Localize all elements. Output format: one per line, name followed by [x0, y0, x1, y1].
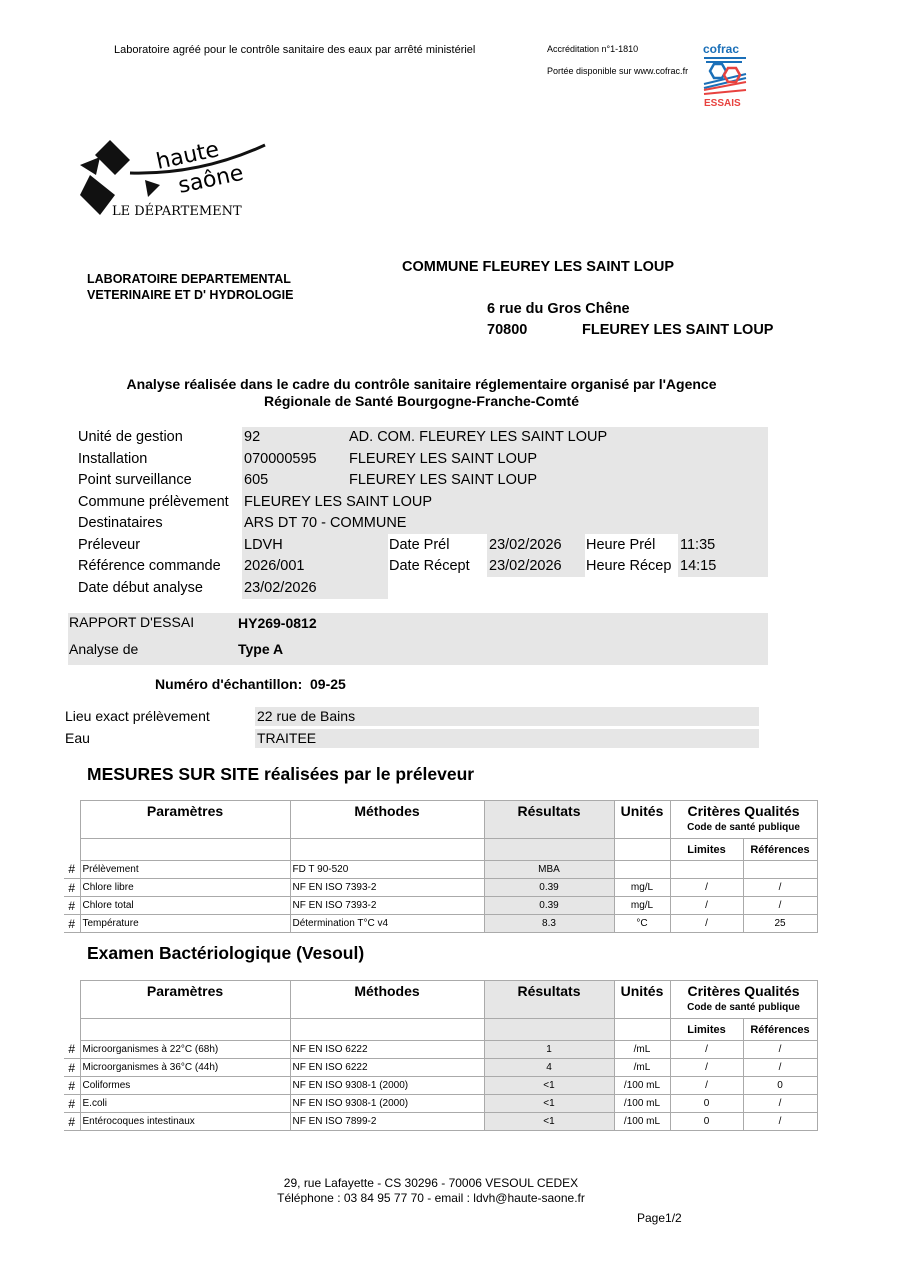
table-row: [64, 861, 817, 879]
reference: /: [743, 1041, 817, 1059]
reference: 25: [743, 915, 817, 933]
cofrac-scope-link: Portée disponible sur www.cofrac.fr: [547, 66, 689, 76]
limit: [670, 861, 743, 879]
analysis-type: Type A: [238, 641, 284, 657]
param: E.coli: [80, 1095, 290, 1113]
value: 14:15: [680, 558, 717, 574]
value: 23/02/2026: [489, 537, 562, 553]
param: Prélèvement: [80, 861, 290, 879]
result: 4: [484, 1059, 614, 1077]
lab-name: [87, 271, 293, 303]
value: FLEUREY LES SAINT LOUP: [349, 472, 538, 488]
footer-contact: Téléphone : 03 84 95 77 70 - email : ldvh@haute-saone.fr: [277, 1191, 585, 1205]
site-section-title: MESURES SUR SITE réalisées par le préleveur: [87, 764, 475, 784]
method: NF EN ISO 6222: [290, 1059, 484, 1077]
recipient-city: FLEUREY LES SAINT LOUP: [582, 322, 774, 338]
recipient-name: COMMUNE FLEUREY LES SAINT LOUP: [402, 259, 675, 275]
value: 23/02/2026: [489, 558, 562, 574]
value: 2026/001: [244, 558, 305, 574]
reference: /: [743, 1095, 817, 1113]
context-line2: Régionale de Santé Bourgogne-Franche-Comté: [263, 393, 580, 409]
unit: mg/L: [614, 879, 670, 897]
reference: /: [743, 1059, 817, 1077]
bact-section-title: Examen Bactériologique (Vesoul): [87, 943, 365, 963]
result: <1: [484, 1077, 614, 1095]
limit: /: [670, 1077, 743, 1095]
unit: /100 mL: [614, 1113, 670, 1131]
col-param: Paramètres: [80, 801, 290, 839]
row-marker: #: [64, 861, 80, 879]
method: NF EN ISO 9308-1 (2000): [290, 1095, 484, 1113]
analysis-type-label: Analyse de: [69, 641, 139, 657]
param: Température: [80, 915, 290, 933]
footer-address: 29, rue Lafayette - CS 30296 - 70006 VESOUL CEDEX: [283, 1176, 579, 1190]
context-line1: Analyse réalisée dans le cadre du contrôle sanitaire réglementaire organisé par l'Agence: [126, 376, 717, 392]
unit: /mL: [614, 1041, 670, 1059]
bacteriology-table: [64, 980, 818, 1131]
svg-text:haute: haute: [154, 137, 222, 175]
report-number: HY269-0812: [238, 615, 317, 631]
row-marker: #: [64, 915, 80, 933]
value: FLEUREY LES SAINT LOUP: [349, 451, 538, 467]
limit: 0: [670, 1113, 743, 1131]
value: 23/02/2026: [244, 580, 317, 596]
row-marker: #: [64, 1077, 80, 1095]
value: 605: [244, 472, 269, 488]
method: Détermination T°C v4: [290, 915, 484, 933]
result: 1: [484, 1041, 614, 1059]
col-references: Références: [743, 839, 817, 861]
row-marker: #: [64, 1059, 80, 1077]
label: Heure Prél: [586, 537, 656, 553]
location-value: 22 rue de Bains: [257, 708, 356, 724]
water-label: Eau: [65, 730, 90, 746]
row-marker: #: [64, 1095, 80, 1113]
col-limits: Limites: [670, 839, 743, 861]
haute-saone-logo: [70, 135, 270, 225]
table-row: [64, 1095, 817, 1113]
reference: 0: [743, 1077, 817, 1095]
svg-text:saône: saône: [176, 160, 246, 199]
location-label: Lieu exact prélèvement: [65, 708, 210, 724]
result: 8.3: [484, 915, 614, 933]
row-marker: #: [64, 879, 80, 897]
reference: [743, 861, 817, 879]
col-limits: Limites: [670, 1019, 743, 1041]
method: NF EN ISO 6222: [290, 1041, 484, 1059]
result: 0.39: [484, 897, 614, 915]
limit: /: [670, 1041, 743, 1059]
unit: /mL: [614, 1059, 670, 1077]
value: ARS DT 70 - COMMUNE: [244, 515, 407, 531]
result: <1: [484, 1113, 614, 1131]
report-label: RAPPORT D'ESSAI: [69, 614, 195, 630]
col-unit: Unités: [614, 801, 670, 839]
value: AD. COM. FLEUREY LES SAINT LOUP: [349, 429, 608, 445]
table-row: [64, 915, 817, 933]
param: Chlore total: [80, 897, 290, 915]
col-param: Paramètres: [80, 981, 290, 1019]
sample-number: Numéro d'échantillon: 09-25: [155, 676, 346, 692]
label: Préleveur: [78, 537, 141, 553]
svg-text:cofrac: cofrac: [703, 42, 740, 56]
label: Heure Récep: [586, 558, 672, 574]
analysis-context: [0, 376, 843, 410]
page-number: Page1/2: [637, 1211, 682, 1225]
label: Référence commande: [78, 558, 221, 574]
recipient-street: 6 rue du Gros Chêne: [487, 301, 630, 317]
row-marker: #: [64, 1041, 80, 1059]
label: Point surveillance: [78, 472, 192, 488]
site-measurements-table: [64, 800, 818, 933]
unit: mg/L: [614, 897, 670, 915]
table-row: [64, 1041, 817, 1059]
method: NF EN ISO 9308-1 (2000): [290, 1077, 484, 1095]
recipient-postcode: 70800: [487, 322, 528, 338]
unit: /100 mL: [614, 1077, 670, 1095]
param: Chlore libre: [80, 879, 290, 897]
param: Microorganismes à 36°C (44h): [80, 1059, 290, 1077]
col-result: Résultats: [484, 801, 614, 839]
col-references: Références: [743, 1019, 817, 1041]
accreditation-number: Accréditation n°1-1810: [547, 44, 639, 54]
label: Commune prélèvement: [78, 494, 229, 510]
row-marker: #: [64, 897, 80, 915]
table-row: [64, 1113, 817, 1131]
method: NF EN ISO 7393-2: [290, 879, 484, 897]
reference: /: [743, 879, 817, 897]
cofrac-essais: ESSAIS: [704, 98, 741, 108]
row-marker: #: [64, 1113, 80, 1131]
result: <1: [484, 1095, 614, 1113]
value: LDVH: [244, 537, 283, 553]
col-method: Méthodes: [290, 801, 484, 839]
reference: /: [743, 1113, 817, 1131]
col-code: Code de santé publique: [687, 1002, 800, 1013]
limit: /: [670, 915, 743, 933]
table-row: [64, 1059, 817, 1077]
lab-approval-text: Laboratoire agréé pour le contrôle sanitaire des eaux par arrêté ministériel: [114, 44, 476, 56]
label: Date Prél: [389, 537, 450, 553]
label: Installation: [78, 451, 148, 467]
label: Unité de gestion: [78, 429, 183, 445]
unit: /100 mL: [614, 1095, 670, 1113]
lab-name-line2: VETERINAIRE ET D' HYDROLOGIE: [87, 288, 294, 302]
method: NF EN ISO 7899-2: [290, 1113, 484, 1131]
limit: /: [670, 897, 743, 915]
limit: 0: [670, 1095, 743, 1113]
result: 0.39: [484, 879, 614, 897]
water-value: TRAITEE: [257, 730, 317, 746]
label: Destinataires: [78, 515, 163, 531]
col-result: Résultats: [484, 981, 614, 1019]
col-criteria: Critères Qualités: [687, 983, 800, 999]
unit: [614, 861, 670, 879]
limit: /: [670, 1059, 743, 1077]
param: Microorganismes à 22°C (68h): [80, 1041, 290, 1059]
limit: /: [670, 879, 743, 897]
footer-address-block: [0, 1176, 862, 1206]
label: Date Récept: [389, 558, 470, 574]
table-row: [64, 879, 817, 897]
table-row: [64, 1077, 817, 1095]
reference: /: [743, 897, 817, 915]
value: FLEUREY LES SAINT LOUP: [244, 494, 433, 510]
table-row: [64, 897, 817, 915]
unit: °C: [614, 915, 670, 933]
cofrac-logo: [702, 42, 748, 108]
svg-text:LE DÉPARTEMENT: LE DÉPARTEMENT: [112, 204, 242, 219]
value: 070000595: [244, 451, 317, 467]
col-criteria: Critères Qualités: [687, 803, 800, 819]
param: Entérocoques intestinaux: [80, 1113, 290, 1131]
value: 11:35: [680, 537, 716, 553]
label: Date début analyse: [78, 580, 203, 596]
result: MBA: [484, 861, 614, 879]
col-method: Méthodes: [290, 981, 484, 1019]
col-code: Code de santé publique: [687, 822, 800, 833]
method: FD T 90-520: [290, 861, 484, 879]
value: 92: [244, 429, 261, 445]
lab-name-line1: LABORATOIRE DEPARTEMENTAL: [87, 272, 291, 286]
param: Coliformes: [80, 1077, 290, 1095]
col-unit: Unités: [614, 981, 670, 1019]
method: NF EN ISO 7393-2: [290, 897, 484, 915]
